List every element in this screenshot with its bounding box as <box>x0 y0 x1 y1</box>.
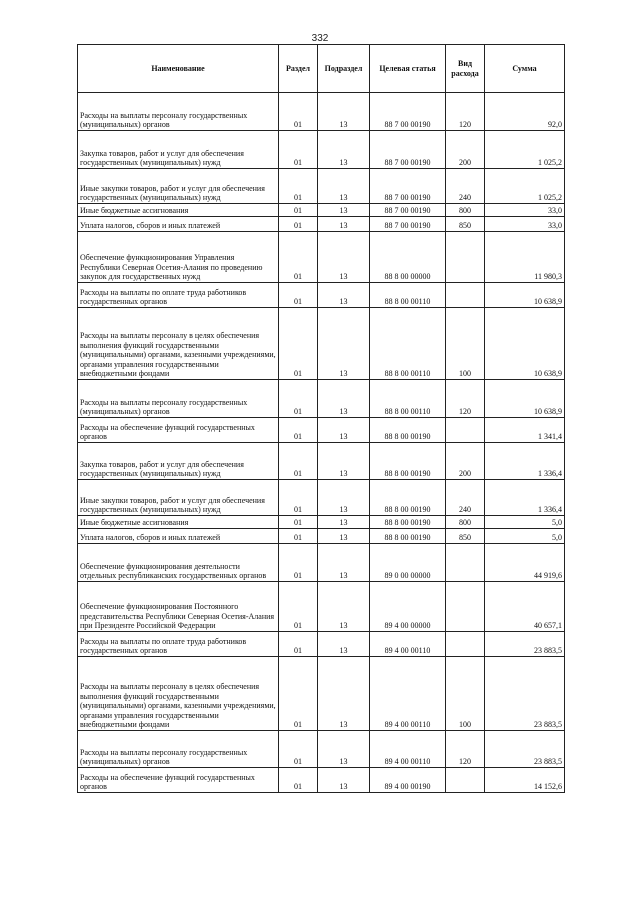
row-target-item: 88 7 00 00190 <box>370 217 446 232</box>
row-section: 01 <box>279 232 318 283</box>
row-expense-type: 240 <box>446 480 485 516</box>
row-section: 01 <box>279 768 318 793</box>
table-row <box>78 516 565 529</box>
table-row <box>78 768 565 793</box>
row-section: 01 <box>279 169 318 204</box>
row-subsection: 13 <box>318 217 370 232</box>
table-row <box>78 232 565 283</box>
table-row <box>78 443 565 480</box>
row-target-item: 88 7 00 00190 <box>370 93 446 131</box>
row-expense-type <box>446 582 485 632</box>
row-subsection: 13 <box>318 544 370 582</box>
row-amount: 14 152,6 <box>485 768 565 793</box>
row-name: Иные закупки товаров, работ и услуг для обеспечения государственных (муниципальных) нужд <box>78 169 279 204</box>
row-target-item: 88 8 00 00190 <box>370 480 446 516</box>
row-target-item: 88 8 00 00190 <box>370 529 446 544</box>
budget-table <box>77 44 565 793</box>
row-name: Обеспечение функционирования Управления Республики Северная Осетия-Алания по проведению закупок для государственных нужд <box>78 232 279 283</box>
table-row <box>78 731 565 768</box>
row-amount: 1 336,4 <box>485 480 565 516</box>
row-amount: 33,0 <box>485 217 565 232</box>
row-subsection: 13 <box>318 768 370 793</box>
table-row <box>78 380 565 418</box>
row-section: 01 <box>279 418 318 443</box>
row-section: 01 <box>279 93 318 131</box>
row-section: 01 <box>279 731 318 768</box>
row-name: Расходы на выплаты персоналу государственных (муниципальных) органов <box>78 731 279 768</box>
row-subsection: 13 <box>318 657 370 731</box>
row-target-item: 89 0 00 00000 <box>370 544 446 582</box>
header-subsection: Подраздел <box>318 45 370 93</box>
row-subsection: 13 <box>318 582 370 632</box>
row-target-item: 88 7 00 00190 <box>370 204 446 217</box>
row-subsection: 13 <box>318 308 370 380</box>
row-subsection: 13 <box>318 418 370 443</box>
row-target-item: 89 4 00 00110 <box>370 632 446 657</box>
row-amount: 5,0 <box>485 516 565 529</box>
row-target-item: 88 8 00 00110 <box>370 283 446 308</box>
header-name: Наименование <box>78 45 279 93</box>
row-subsection: 13 <box>318 731 370 768</box>
table-row <box>78 418 565 443</box>
row-expense-type: 120 <box>446 93 485 131</box>
row-name: Уплата налогов, сборов и иных платежей <box>78 529 279 544</box>
row-expense-type: 100 <box>446 308 485 380</box>
row-section: 01 <box>279 657 318 731</box>
row-name: Иные бюджетные ассигнования <box>78 516 279 529</box>
row-amount: 44 919,6 <box>485 544 565 582</box>
page-number: 332 <box>311 33 329 44</box>
row-name: Расходы на выплаты по оплате труда работников государственных органов <box>78 283 279 308</box>
row-expense-type: 800 <box>446 204 485 217</box>
row-amount: 1 336,4 <box>485 443 565 480</box>
row-amount: 1 025,2 <box>485 169 565 204</box>
row-name: Закупка товаров, работ и услуг для обеспечения государственных (муниципальных) нужд <box>78 443 279 480</box>
row-name: Обеспечение функционирования Постоянного представительства Республики Северная Осетия-Алания при Президенте Российской Федерации <box>78 582 279 632</box>
row-subsection: 13 <box>318 283 370 308</box>
row-name: Расходы на выплаты персоналу государственных (муниципальных) органов <box>78 380 279 418</box>
row-name: Расходы на обеспечение функций государственных органов <box>78 418 279 443</box>
row-section: 01 <box>279 217 318 232</box>
row-target-item: 89 4 00 00000 <box>370 582 446 632</box>
row-expense-type: 100 <box>446 657 485 731</box>
row-section: 01 <box>279 529 318 544</box>
header-section: Раздел <box>279 45 318 93</box>
row-amount: 10 638,9 <box>485 308 565 380</box>
row-subsection: 13 <box>318 232 370 283</box>
row-expense-type <box>446 544 485 582</box>
row-target-item: 88 8 00 00000 <box>370 232 446 283</box>
row-name: Расходы на обеспечение функций государственных органов <box>78 768 279 793</box>
table-row <box>78 582 565 632</box>
row-section: 01 <box>279 582 318 632</box>
row-section: 01 <box>279 308 318 380</box>
row-amount: 1 025,2 <box>485 131 565 169</box>
row-amount: 33,0 <box>485 204 565 217</box>
row-subsection: 13 <box>318 169 370 204</box>
row-amount: 23 883,5 <box>485 657 565 731</box>
row-name: Уплата налогов, сборов и иных платежей <box>78 217 279 232</box>
row-target-item: 89 4 00 00190 <box>370 768 446 793</box>
row-expense-type: 850 <box>446 529 485 544</box>
row-expense-type: 200 <box>446 443 485 480</box>
row-amount: 23 883,5 <box>485 632 565 657</box>
row-target-item: 88 8 00 00190 <box>370 443 446 480</box>
row-amount: 92,0 <box>485 93 565 131</box>
table-row <box>78 632 565 657</box>
row-target-item: 88 8 00 00190 <box>370 418 446 443</box>
row-subsection: 13 <box>318 480 370 516</box>
table-row <box>78 480 565 516</box>
table-row <box>78 529 565 544</box>
row-expense-type <box>446 768 485 793</box>
row-amount: 23 883,5 <box>485 731 565 768</box>
row-expense-type <box>446 632 485 657</box>
row-subsection: 13 <box>318 380 370 418</box>
table-row <box>78 204 565 217</box>
row-section: 01 <box>279 443 318 480</box>
row-name: Закупка товаров, работ и услуг для обеспечения государственных (муниципальных) нужд <box>78 131 279 169</box>
row-expense-type <box>446 418 485 443</box>
table-row <box>78 131 565 169</box>
row-expense-type: 850 <box>446 217 485 232</box>
row-section: 01 <box>279 204 318 217</box>
row-amount: 10 638,9 <box>485 380 565 418</box>
table-row <box>78 308 565 380</box>
table-row <box>78 169 565 204</box>
row-amount: 5,0 <box>485 529 565 544</box>
table-row <box>78 544 565 582</box>
header-target-item: Целевая статья <box>370 45 446 93</box>
row-target-item: 88 8 00 00110 <box>370 308 446 380</box>
row-expense-type: 240 <box>446 169 485 204</box>
table-header-row <box>78 45 565 93</box>
row-expense-type: 120 <box>446 731 485 768</box>
row-section: 01 <box>279 283 318 308</box>
row-subsection: 13 <box>318 632 370 657</box>
row-section: 01 <box>279 516 318 529</box>
row-amount: 11 980,3 <box>485 232 565 283</box>
row-subsection: 13 <box>318 131 370 169</box>
row-subsection: 13 <box>318 204 370 217</box>
table-row <box>78 283 565 308</box>
row-name: Иные бюджетные ассигнования <box>78 204 279 217</box>
table-row <box>78 657 565 731</box>
row-name: Иные закупки товаров, работ и услуг для обеспечения государственных (муниципальных) нужд <box>78 480 279 516</box>
row-amount: 1 341,4 <box>485 418 565 443</box>
row-target-item: 88 8 00 00190 <box>370 516 446 529</box>
row-section: 01 <box>279 632 318 657</box>
row-target-item: 89 4 00 00110 <box>370 657 446 731</box>
row-name: Расходы на выплаты персоналу в целях обеспечения выполнения функций государственными (муниципальными) органами, казенными учреждениями, органами управления государственными внебюджетными фондами <box>78 657 279 731</box>
row-name: Расходы на выплаты персоналу государственных (муниципальных) органов <box>78 93 279 131</box>
row-subsection: 13 <box>318 93 370 131</box>
header-expense-type: Вид расхода <box>446 45 485 93</box>
row-expense-type: 200 <box>446 131 485 169</box>
row-subsection: 13 <box>318 529 370 544</box>
row-expense-type: 800 <box>446 516 485 529</box>
row-name: Расходы на выплаты персоналу в целях обеспечения выполнения функций государственными (муниципальными) органами, казенными учреждениями, органами управления государственными внебюджетными фондами <box>78 308 279 380</box>
row-name: Обеспечение функционирования деятельности отдельных республиканских государственных органов <box>78 544 279 582</box>
row-amount: 40 657,1 <box>485 582 565 632</box>
table-row <box>78 217 565 232</box>
row-expense-type: 120 <box>446 380 485 418</box>
row-target-item: 88 8 00 00110 <box>370 380 446 418</box>
row-name: Расходы на выплаты по оплате труда работников государственных органов <box>78 632 279 657</box>
row-amount: 10 638,9 <box>485 283 565 308</box>
row-subsection: 13 <box>318 516 370 529</box>
row-target-item: 88 7 00 00190 <box>370 131 446 169</box>
row-expense-type <box>446 283 485 308</box>
row-target-item: 88 7 00 00190 <box>370 169 446 204</box>
row-section: 01 <box>279 380 318 418</box>
row-expense-type <box>446 232 485 283</box>
row-section: 01 <box>279 131 318 169</box>
table-row <box>78 93 565 131</box>
header-amount: Сумма <box>485 45 565 93</box>
row-subsection: 13 <box>318 443 370 480</box>
row-section: 01 <box>279 480 318 516</box>
row-target-item: 89 4 00 00110 <box>370 731 446 768</box>
row-section: 01 <box>279 544 318 582</box>
